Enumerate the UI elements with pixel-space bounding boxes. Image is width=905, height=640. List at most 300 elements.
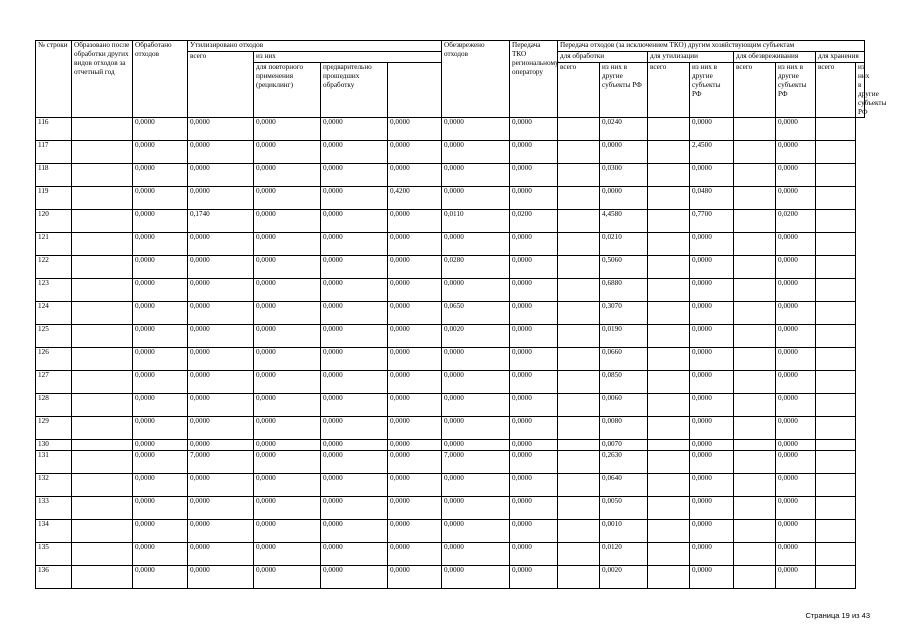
- table-cell: [648, 164, 690, 187]
- table-cell: [558, 233, 600, 256]
- table-cell: 0,0000: [776, 256, 816, 279]
- table-cell: 0,0000: [133, 302, 188, 325]
- table-cell: [558, 440, 600, 451]
- table-cell: 0,0000: [442, 474, 510, 497]
- table-cell: [558, 302, 600, 325]
- header-preliminary: предварительно прошедших обработку: [321, 63, 388, 118]
- table-cell: 0,3070: [600, 302, 648, 325]
- table-cell: 0,0000: [133, 118, 188, 141]
- table-cell: 0,0000: [690, 279, 734, 302]
- table-cell: 0,0000: [188, 256, 254, 279]
- table-cell: 0,0280: [442, 256, 510, 279]
- table-cell: 0,0000: [690, 394, 734, 417]
- table-cell: 0,0200: [510, 210, 558, 233]
- table-cell: 0,0000: [442, 348, 510, 371]
- table-cell: 0,0000: [442, 394, 510, 417]
- table-cell: 0,0000: [321, 440, 388, 451]
- table-cell: 0,0000: [510, 520, 558, 543]
- table-cell: 0,0000: [254, 210, 321, 233]
- table-cell: 0,0060: [600, 394, 648, 417]
- table-row: [36, 279, 865, 302]
- table-cell: 0,0000: [133, 256, 188, 279]
- table-row: [36, 440, 865, 451]
- table-cell: [816, 348, 856, 371]
- table-cell: [734, 302, 776, 325]
- header-utilized-all: всего: [188, 52, 254, 118]
- table-cell: [558, 474, 600, 497]
- table-cell: 0,0000: [188, 187, 254, 210]
- page-number: Страница 19 из 43: [805, 611, 870, 620]
- table-cell: 0,0650: [442, 302, 510, 325]
- table-cell: 0,0050: [600, 497, 648, 520]
- table-cell: 0,0000: [321, 417, 388, 440]
- table-cell: 0,0000: [776, 451, 816, 474]
- header-utilization-all: всего: [648, 63, 690, 118]
- table-cell: [734, 233, 776, 256]
- table-cell: [734, 474, 776, 497]
- table-cell: [648, 474, 690, 497]
- row-number-cell: 121: [36, 233, 72, 256]
- table-cell: 0,0000: [254, 440, 321, 451]
- table-cell: 0,0000: [776, 118, 816, 141]
- table-cell: 0,0000: [188, 302, 254, 325]
- table-cell: 0,0300: [600, 164, 648, 187]
- table-cell: 0,0000: [776, 141, 816, 164]
- table-cell: 0,0000: [321, 474, 388, 497]
- table-cell: 0,0000: [510, 440, 558, 451]
- table-cell: [734, 325, 776, 348]
- table-cell: [558, 520, 600, 543]
- header-tko-transfer: Передача ТКО региональному оператору: [510, 41, 558, 118]
- table-cell: 0,0000: [776, 440, 816, 451]
- table-cell: 0,0000: [690, 566, 734, 589]
- table-cell: [734, 543, 776, 566]
- table-cell: [72, 256, 133, 279]
- table-cell: 0,0000: [133, 164, 188, 187]
- table-cell: 0,0190: [600, 325, 648, 348]
- table-cell: 0,0000: [188, 394, 254, 417]
- table-cell: 0,0000: [776, 233, 816, 256]
- table-cell: 0,0000: [388, 440, 442, 451]
- table-cell: 0,0000: [254, 543, 321, 566]
- table-cell: [734, 187, 776, 210]
- table-cell: [816, 141, 856, 164]
- table-cell: 0,0000: [254, 474, 321, 497]
- table-cell: 0,0000: [388, 325, 442, 348]
- table-cell: [72, 394, 133, 417]
- table-cell: 0,0000: [254, 233, 321, 256]
- table-cell: 0,0000: [510, 417, 558, 440]
- table-cell: 0,0000: [510, 302, 558, 325]
- header-processing-rf: из них в другие субъекты РФ: [600, 63, 648, 118]
- table-cell: [816, 474, 856, 497]
- table-cell: [816, 417, 856, 440]
- table-cell: 0,0000: [690, 233, 734, 256]
- table-cell: 0,0000: [510, 279, 558, 302]
- table-cell: 0,0000: [254, 141, 321, 164]
- table-cell: [648, 543, 690, 566]
- table-cell: [648, 440, 690, 451]
- table-cell: 0,0000: [776, 279, 816, 302]
- row-number-cell: 116: [36, 118, 72, 141]
- table-cell: [72, 371, 133, 394]
- table-row: [36, 348, 865, 371]
- table-cell: 0,0000: [254, 520, 321, 543]
- table-cell: [72, 164, 133, 187]
- table-cell: 0,0120: [600, 543, 648, 566]
- table-cell: [816, 451, 856, 474]
- table-cell: [816, 566, 856, 589]
- header-extra: [388, 63, 442, 118]
- table-cell: [72, 451, 133, 474]
- table-cell: 0,0000: [510, 497, 558, 520]
- table-cell: [816, 302, 856, 325]
- header-utilization-rf: из них в другие субъекты РФ: [690, 63, 734, 118]
- table-cell: [558, 566, 600, 589]
- table-cell: 0,0000: [442, 141, 510, 164]
- table-cell: 0,0000: [133, 440, 188, 451]
- table-cell: [72, 520, 133, 543]
- row-number-cell: 131: [36, 451, 72, 474]
- table-cell: [734, 451, 776, 474]
- table-cell: 0,0000: [442, 566, 510, 589]
- table-cell: 0,0000: [321, 451, 388, 474]
- table-cell: 0,0000: [690, 520, 734, 543]
- table-cell: 0,0000: [690, 164, 734, 187]
- table-row: [36, 302, 865, 325]
- table-cell: 0,0000: [133, 417, 188, 440]
- header-for-storage: для хранения: [816, 52, 865, 63]
- table-cell: 0,0000: [321, 566, 388, 589]
- table-cell: 0,0000: [254, 279, 321, 302]
- table-cell: 0,0010: [600, 520, 648, 543]
- table-cell: [816, 520, 856, 543]
- row-number-cell: 134: [36, 520, 72, 543]
- table-cell: 0,0000: [133, 141, 188, 164]
- table-cell: 0,0000: [133, 520, 188, 543]
- table-cell: [648, 497, 690, 520]
- table-cell: [558, 371, 600, 394]
- table-cell: [648, 118, 690, 141]
- row-number-cell: 122: [36, 256, 72, 279]
- header-for-utilization: для утилизации: [648, 52, 734, 63]
- table-cell: 0,0000: [776, 348, 816, 371]
- table-cell: [648, 187, 690, 210]
- table-row: [36, 118, 865, 141]
- table-cell: 0,0000: [690, 417, 734, 440]
- table-cell: 0,0000: [510, 256, 558, 279]
- header-for-processing: для обработки: [558, 52, 648, 63]
- table-body: [36, 118, 865, 589]
- table-cell: 0,0000: [388, 394, 442, 417]
- table-row: [36, 325, 865, 348]
- table-cell: 0,0000: [442, 187, 510, 210]
- table-cell: [558, 210, 600, 233]
- header-utilized: Утилизировано отходов: [188, 41, 442, 52]
- table-cell: 0,0000: [133, 497, 188, 520]
- table-cell: [72, 474, 133, 497]
- table-cell: [72, 233, 133, 256]
- table-cell: 0,0000: [188, 566, 254, 589]
- table-cell: 0,5060: [600, 256, 648, 279]
- table-cell: 0,0000: [133, 279, 188, 302]
- table-cell: 0,0000: [442, 520, 510, 543]
- table-cell: 0,0000: [133, 394, 188, 417]
- table-cell: 0,0000: [510, 118, 558, 141]
- table-cell: [72, 279, 133, 302]
- table-cell: 0,0000: [254, 497, 321, 520]
- table-cell: 0,2630: [600, 451, 648, 474]
- row-number-cell: 130: [36, 440, 72, 451]
- table-cell: [816, 187, 856, 210]
- table-cell: [648, 348, 690, 371]
- table-cell: 0,0660: [600, 348, 648, 371]
- row-number-cell: 133: [36, 497, 72, 520]
- table-cell: 0,0000: [321, 497, 388, 520]
- table-cell: [734, 371, 776, 394]
- row-number-cell: 136: [36, 566, 72, 589]
- table-cell: [816, 371, 856, 394]
- table-cell: 0,0000: [188, 233, 254, 256]
- table-cell: 0,0000: [510, 164, 558, 187]
- table-cell: 0,0000: [133, 566, 188, 589]
- table-cell: 0,0000: [388, 451, 442, 474]
- table-cell: [648, 371, 690, 394]
- table-cell: 0,0000: [254, 348, 321, 371]
- table-cell: 0,0000: [776, 187, 816, 210]
- table-cell: 0,0240: [600, 118, 648, 141]
- table-cell: [72, 417, 133, 440]
- table-cell: 0,0000: [388, 520, 442, 543]
- table-cell: [648, 233, 690, 256]
- table-cell: 0,0000: [321, 325, 388, 348]
- table-cell: [816, 279, 856, 302]
- table-cell: 0,0000: [776, 164, 816, 187]
- table-cell: [558, 118, 600, 141]
- table-cell: 0,0000: [442, 118, 510, 141]
- table-cell: [648, 394, 690, 417]
- table-cell: 0,0000: [254, 451, 321, 474]
- table-cell: 0,0000: [321, 187, 388, 210]
- table-cell: 0,0000: [510, 451, 558, 474]
- table-cell: 0,0000: [510, 325, 558, 348]
- table-cell: 0,0000: [188, 141, 254, 164]
- table-cell: 0,0000: [254, 325, 321, 348]
- table-cell: 0,0000: [388, 118, 442, 141]
- table-cell: 0,0000: [188, 543, 254, 566]
- table-cell: [816, 233, 856, 256]
- header-processed: Обработано отходов: [133, 41, 188, 118]
- table-cell: [816, 440, 856, 451]
- table-cell: [734, 417, 776, 440]
- table-cell: 0,0000: [321, 256, 388, 279]
- table-cell: 0,0000: [510, 566, 558, 589]
- table-cell: 0,0000: [776, 371, 816, 394]
- table-cell: 0,0000: [388, 279, 442, 302]
- table-cell: 0,0000: [690, 543, 734, 566]
- table-cell: [816, 497, 856, 520]
- table-cell: 0,0020: [600, 566, 648, 589]
- table-cell: [734, 497, 776, 520]
- table-cell: [648, 302, 690, 325]
- table-cell: 0,0000: [690, 451, 734, 474]
- table-cell: [816, 256, 856, 279]
- table-cell: 0,0000: [321, 394, 388, 417]
- table-cell: 0,0000: [388, 566, 442, 589]
- table-cell: 0,0000: [776, 543, 816, 566]
- table-cell: [72, 440, 133, 451]
- table-cell: 0,0000: [388, 348, 442, 371]
- table-cell: 0,0000: [442, 440, 510, 451]
- table-cell: 0,0000: [254, 371, 321, 394]
- table-cell: 0,0000: [442, 497, 510, 520]
- table-row: [36, 141, 865, 164]
- table-cell: 0,0000: [388, 474, 442, 497]
- table-cell: 0,0000: [133, 451, 188, 474]
- table-cell: 0,0000: [388, 371, 442, 394]
- table-cell: 0,0000: [188, 497, 254, 520]
- table-cell: 0,0000: [510, 187, 558, 210]
- table-cell: [72, 187, 133, 210]
- table-cell: 0,0000: [188, 417, 254, 440]
- row-number-cell: 118: [36, 164, 72, 187]
- header-reuse: для повторного применения (рециклинг): [254, 63, 321, 118]
- table-cell: [816, 325, 856, 348]
- table-cell: 0,0000: [510, 394, 558, 417]
- table-cell: [558, 348, 600, 371]
- table-cell: [558, 497, 600, 520]
- table-cell: 0,0000: [321, 302, 388, 325]
- row-number-cell: 129: [36, 417, 72, 440]
- table-cell: 0,7700: [690, 210, 734, 233]
- table-cell: [734, 164, 776, 187]
- table-cell: [734, 279, 776, 302]
- table-cell: 0,0000: [442, 164, 510, 187]
- table-cell: [648, 451, 690, 474]
- table-cell: 0,6880: [600, 279, 648, 302]
- table-cell: 0,0000: [690, 497, 734, 520]
- table-cell: [734, 394, 776, 417]
- table-cell: 0,0000: [188, 279, 254, 302]
- table-cell: [558, 141, 600, 164]
- table-cell: 0,0000: [690, 440, 734, 451]
- table-row: [36, 520, 865, 543]
- table-row: [36, 417, 865, 440]
- table-cell: [816, 118, 856, 141]
- header-storage-all: всего: [816, 63, 856, 118]
- table-cell: 0,0000: [388, 417, 442, 440]
- table-cell: 0,0000: [321, 543, 388, 566]
- table-cell: 0,0000: [690, 474, 734, 497]
- row-number-cell: 126: [36, 348, 72, 371]
- table-cell: [72, 543, 133, 566]
- table-cell: 0,0000: [254, 417, 321, 440]
- table-cell: 0,0000: [133, 187, 188, 210]
- table-cell: 0,0000: [690, 118, 734, 141]
- table-cell: 0,0000: [776, 417, 816, 440]
- table-cell: [558, 394, 600, 417]
- header-neutralization-rf: из них в другие субъекты РФ: [776, 63, 816, 118]
- table-cell: 0,0000: [133, 233, 188, 256]
- row-number-cell: 132: [36, 474, 72, 497]
- table-cell: 0,1740: [188, 210, 254, 233]
- table-cell: 0,0480: [690, 187, 734, 210]
- table-cell: 0,0000: [321, 371, 388, 394]
- table-cell: 0,0000: [188, 474, 254, 497]
- table-cell: 0,0000: [776, 302, 816, 325]
- table-cell: [734, 440, 776, 451]
- table-cell: 0,0000: [321, 118, 388, 141]
- table-cell: 0,0000: [188, 118, 254, 141]
- table-row: [36, 256, 865, 279]
- table-cell: 0,0000: [442, 233, 510, 256]
- row-number-cell: 117: [36, 141, 72, 164]
- table-cell: [558, 417, 600, 440]
- table-cell: 0,0000: [388, 497, 442, 520]
- table-cell: [648, 279, 690, 302]
- header-formed: Образовано после обработки других видов отходов за отчетный год: [72, 41, 133, 118]
- table-cell: 0,0000: [776, 325, 816, 348]
- table-cell: 0,0000: [510, 371, 558, 394]
- table-row: [36, 164, 865, 187]
- table-cell: 0,0000: [776, 520, 816, 543]
- table-cell: 0,0000: [442, 371, 510, 394]
- row-number-cell: 128: [36, 394, 72, 417]
- table-cell: 0,0000: [388, 543, 442, 566]
- table-cell: [648, 210, 690, 233]
- table-cell: 0,0000: [321, 520, 388, 543]
- table-cell: 0,0000: [442, 543, 510, 566]
- table-cell: 0,0000: [254, 302, 321, 325]
- row-number-cell: 127: [36, 371, 72, 394]
- table-cell: 0,0000: [321, 141, 388, 164]
- row-number-cell: 124: [36, 302, 72, 325]
- table-cell: [734, 118, 776, 141]
- table-cell: 0,0000: [254, 187, 321, 210]
- table-cell: 0,0000: [510, 141, 558, 164]
- table-cell: 0,4200: [388, 187, 442, 210]
- table-cell: [558, 164, 600, 187]
- table-cell: [734, 256, 776, 279]
- table-cell: 0,0000: [188, 440, 254, 451]
- table-cell: 0,0000: [690, 348, 734, 371]
- table-cell: 0,0000: [510, 348, 558, 371]
- table-cell: 0,0000: [321, 164, 388, 187]
- table-cell: 0,0000: [776, 566, 816, 589]
- table-cell: [558, 543, 600, 566]
- table-cell: 0,0000: [133, 210, 188, 233]
- header-row-no: № строки: [36, 41, 72, 118]
- table-cell: 0,0640: [600, 474, 648, 497]
- table-cell: 0,0000: [188, 371, 254, 394]
- table-cell: [648, 520, 690, 543]
- table-row: [36, 543, 865, 566]
- table-cell: [648, 566, 690, 589]
- table-cell: [72, 497, 133, 520]
- table-cell: [648, 141, 690, 164]
- table-cell: 0,0080: [600, 417, 648, 440]
- row-number-cell: 125: [36, 325, 72, 348]
- table-cell: 0,0000: [254, 256, 321, 279]
- table-row: [36, 451, 865, 474]
- table-cell: [558, 187, 600, 210]
- table-cell: 0,0000: [133, 371, 188, 394]
- table-cell: [72, 210, 133, 233]
- table-cell: [72, 566, 133, 589]
- table-cell: [816, 210, 856, 233]
- table-cell: 0,0000: [254, 118, 321, 141]
- table-cell: [734, 210, 776, 233]
